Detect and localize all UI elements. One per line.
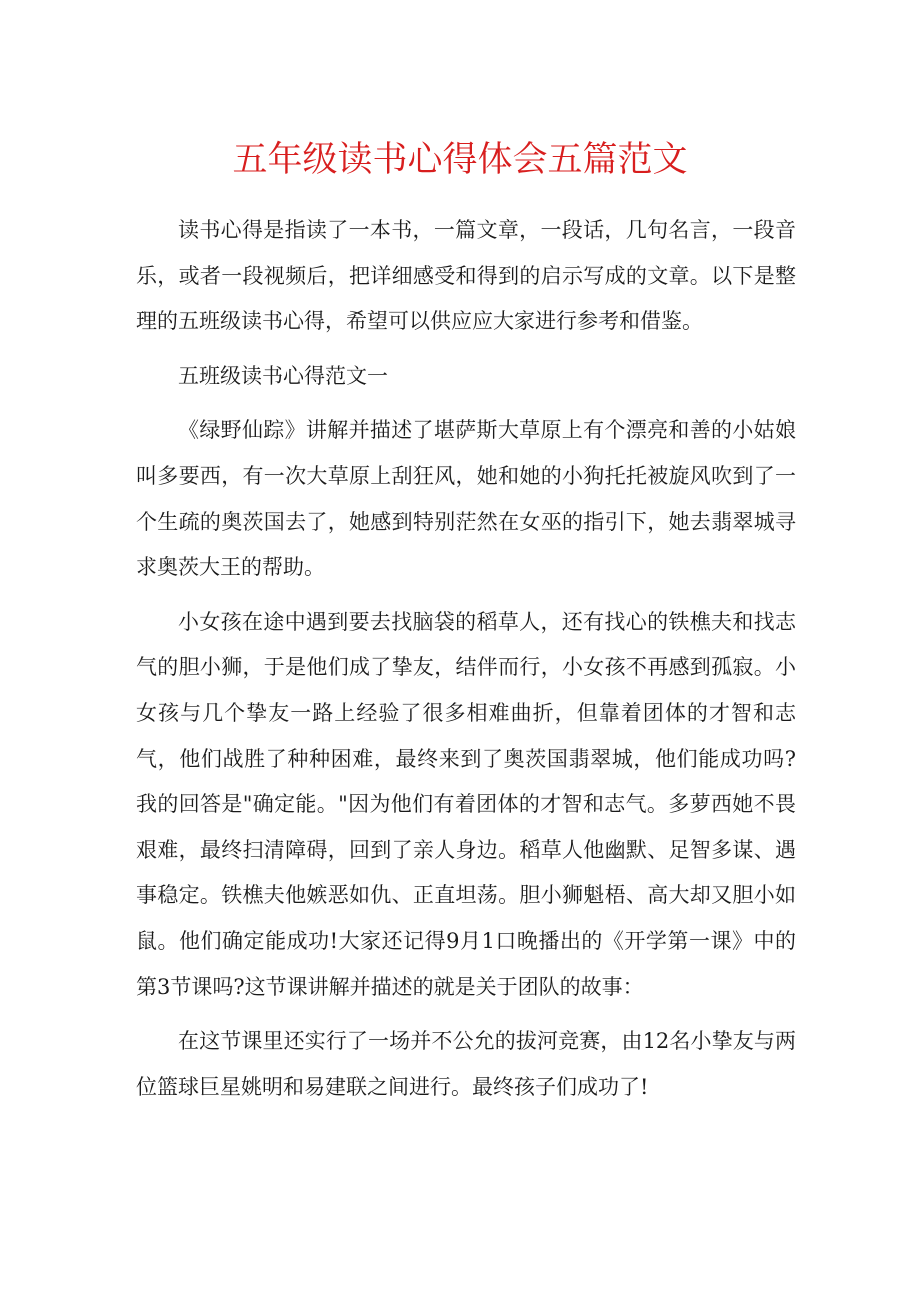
body-paragraph: 小女孩在途中遇到要去找脑袋的稻草人，还有找心的铁樵夫和找志气的胆小狮，于是他们成了挚友，结伴而行，小女孩不再感到孤寂。小女孩与几个挚友一路上经验了很多相难曲折，但靠着团体的才智和志气，他们战胜了种种困难，最终来到了奥茨国翡翠城，他们能成功吗?我的回答是"确定能。"因为他们有着团体的才智和志气。多萝西她不畏艰难，最终扫清障碍，回到了亲人身边。稻草人他幽默、足智多谋、遇事稳定。铁樵夫他嫉恶如仇、正直坦荡。胆小狮魁梧、高大却又胆小如鼠。他们确定能成功!大家还记得9月1口晚播出的《开学第一课》中的第3节课吗?这节课讲解并描述的就是关于团队的故事： bbox=[136, 609, 796, 999]
document-body bbox=[136, 208, 796, 1110]
document-title: 五年级读书心得体会五篇范文 bbox=[232, 140, 688, 180]
section-heading: 五班级读书心得范文一 bbox=[178, 363, 388, 388]
intro-paragraph: 读书心得是指读了一本书，一篇文章，一段话，几句名言，一段音乐，或者一段视频后，把详细感受和得到的启示写成的文章。以下是整理的五班级读书心得，希望可以供应应大家进行参考和借鉴。 bbox=[136, 218, 796, 334]
body-paragraph: 《绿野仙踪》讲解并描述了堪萨斯大草原上有个漂亮和善的小姑娘叫多要西，有一次大草原上刮狂风，她和她的小狗托托被旋风吹到了一个生疏的奥茨国去了，她感到特别茫然在女巫的指引下，她去翡翠城寻求奥茨大王的帮助。 bbox=[136, 418, 796, 580]
body-paragraph: 在这节课里还实行了一场并不公允的拔河竞赛，由12名小挚友与两位篮球巨星姚明和易建联之间进行。最终孩子们成功了! bbox=[136, 1029, 796, 1099]
